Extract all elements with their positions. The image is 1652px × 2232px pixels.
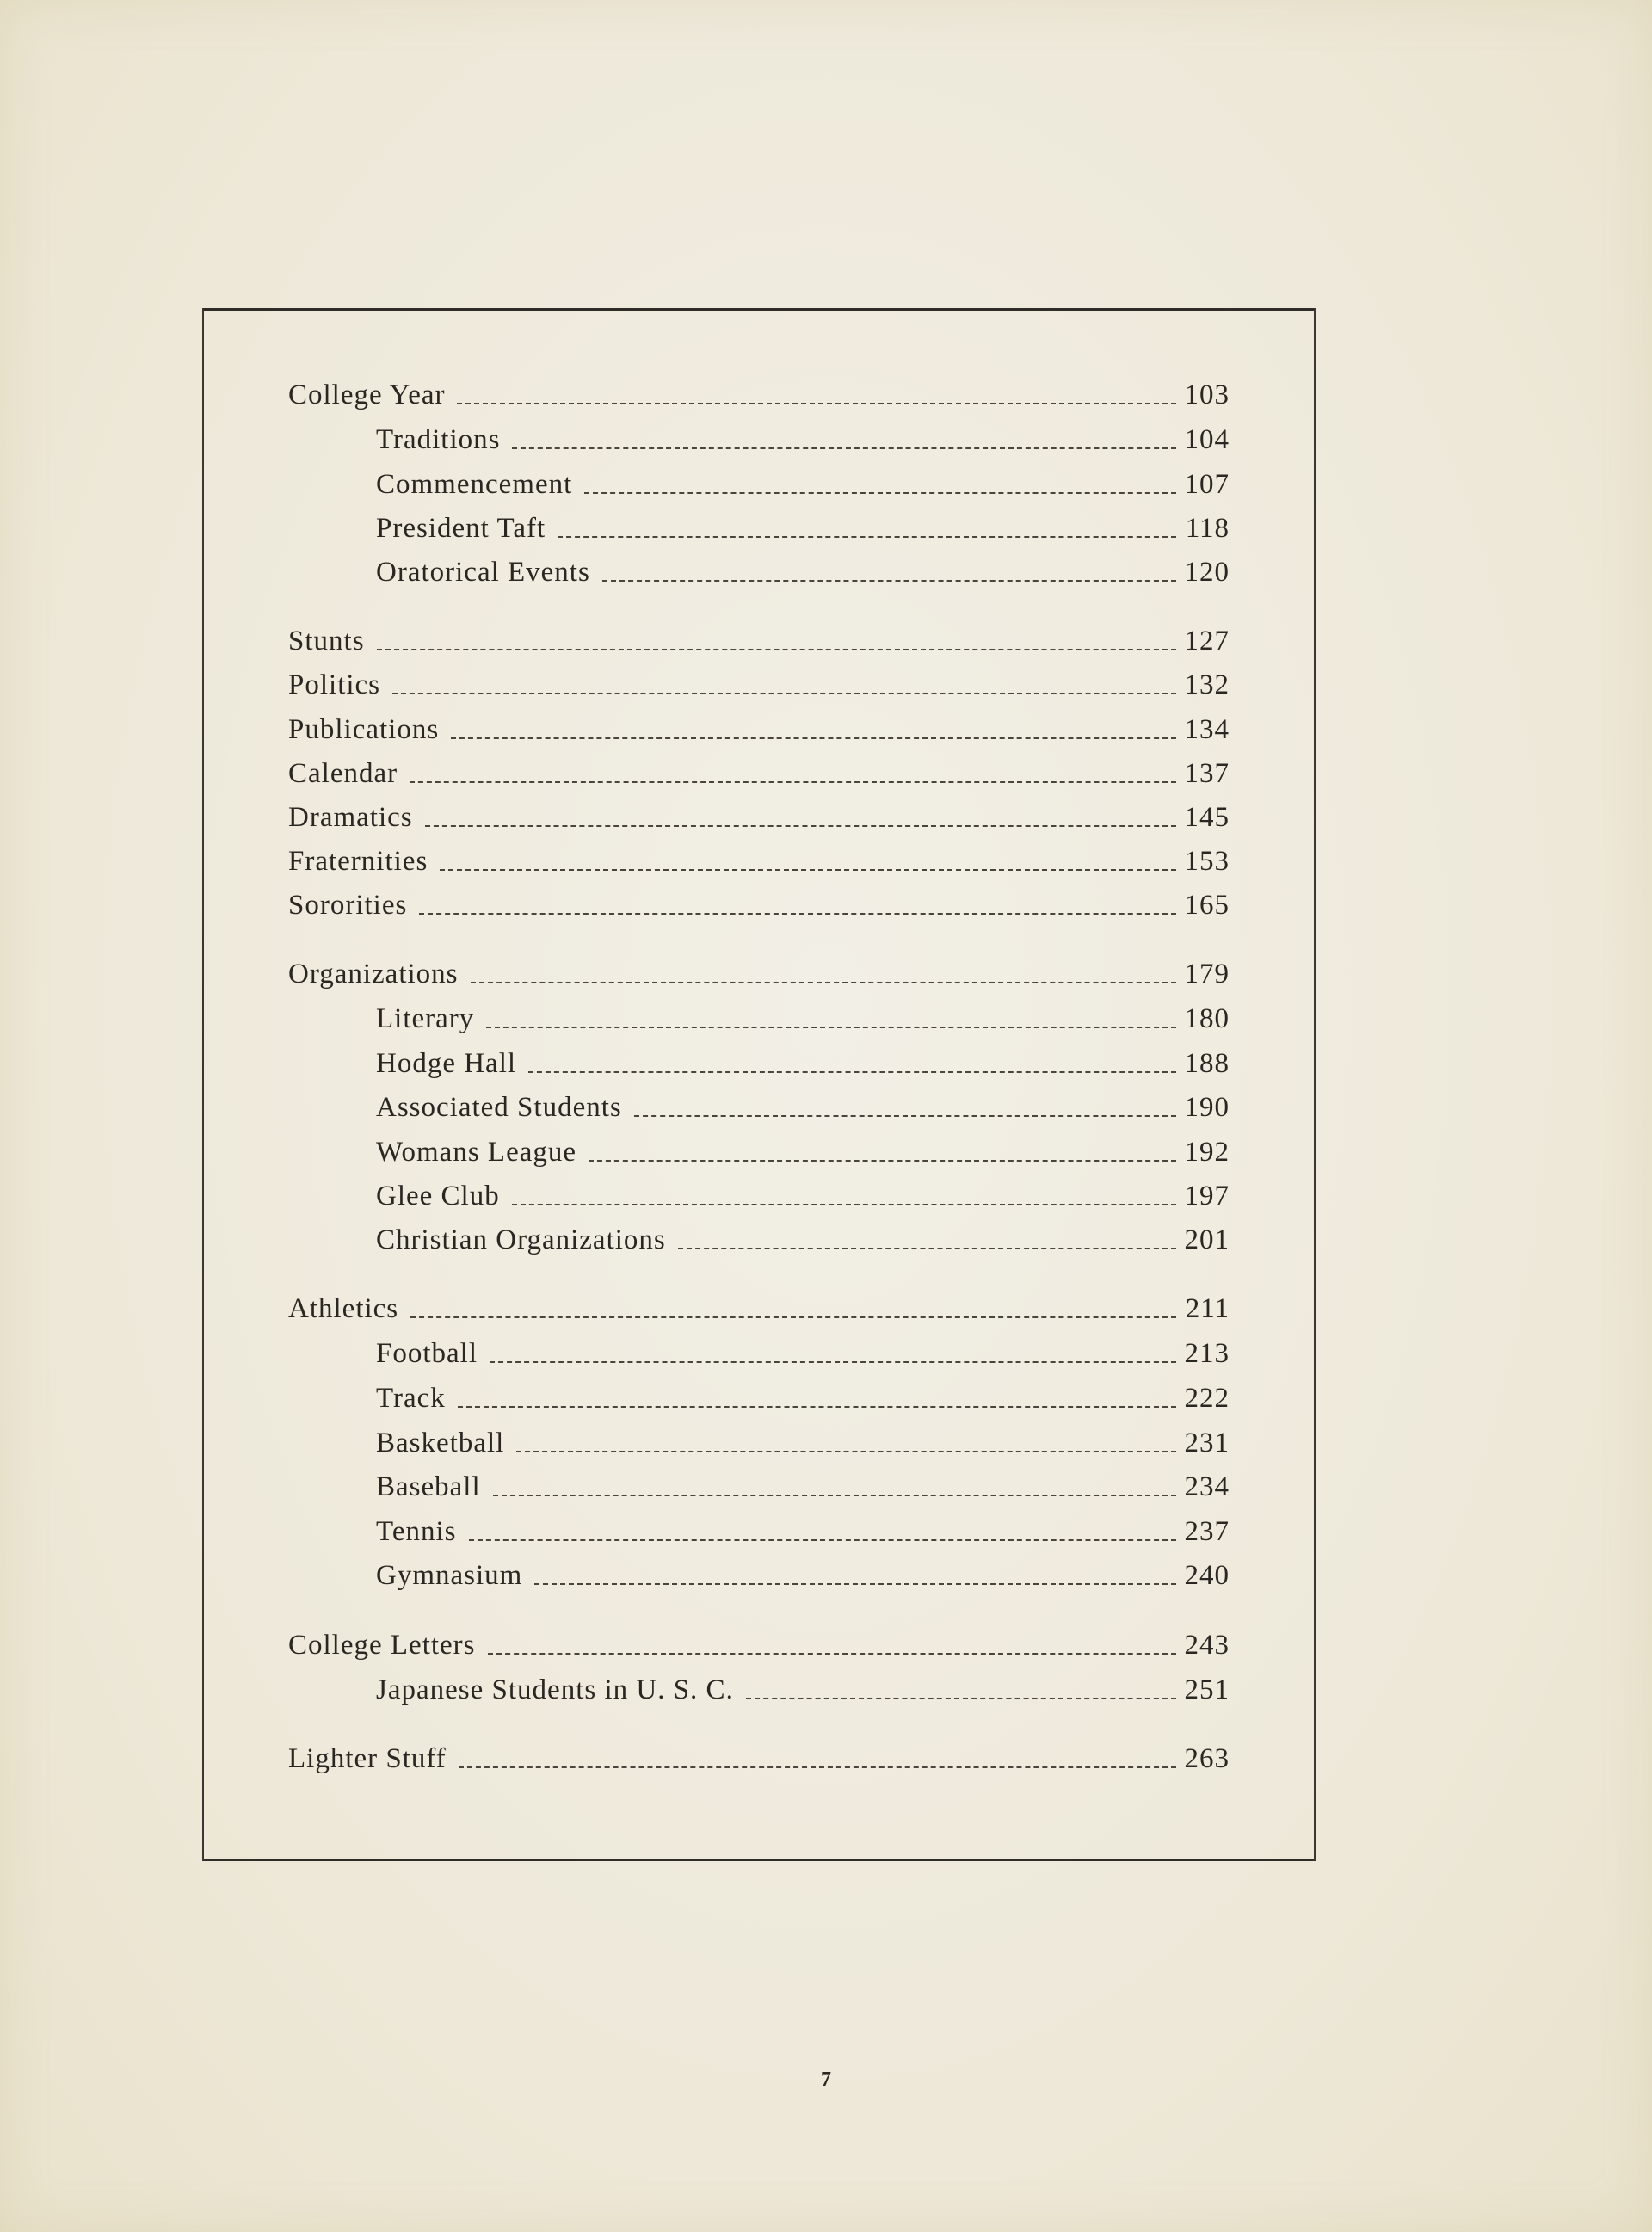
toc-entry-stunts[interactable] (288, 623, 1230, 657)
toc-entry-glee-club[interactable] (376, 1178, 1230, 1212)
toc-entry-page: 103 (1184, 379, 1230, 410)
toc-entry-basketball[interactable] (376, 1425, 1230, 1459)
toc-entry-page: 222 (1184, 1383, 1230, 1414)
top-rule (204, 308, 1314, 311)
toc-entry-calendar[interactable] (288, 755, 1230, 790)
dot-leader (490, 1361, 1176, 1363)
dot-leader (512, 1204, 1176, 1205)
toc-entry-page: 240 (1184, 1560, 1230, 1591)
toc-entry-page: 231 (1184, 1427, 1230, 1458)
page-number: 7 (821, 2069, 831, 2091)
toc-entry-oratorical-events[interactable] (376, 554, 1230, 589)
toc-entry-sororities[interactable] (288, 887, 1230, 922)
toc-entry-label: Lighter Stuff (288, 1743, 447, 1774)
toc-entry-label: College Letters (288, 1630, 476, 1661)
toc-entry-page: 132 (1184, 669, 1230, 700)
toc-entry-president-taft[interactable] (376, 510, 1230, 545)
toc-entry-label: Calendar (288, 758, 398, 789)
dot-leader (746, 1698, 1176, 1699)
toc-entry-label: Athletics (288, 1293, 399, 1324)
dot-leader (410, 1316, 1176, 1318)
toc-entry-label: Traditions (376, 424, 501, 455)
dot-leader (392, 693, 1176, 694)
toc-entry-page: 104 (1184, 424, 1230, 455)
dot-leader (458, 1406, 1176, 1408)
toc-entry-label: Football (376, 1338, 478, 1369)
toc-entry-label: Fraternities (288, 846, 428, 877)
toc-entry-football[interactable] (376, 1335, 1230, 1370)
toc-entry-label: President Taft (376, 513, 546, 544)
toc-entry-tennis[interactable] (376, 1514, 1230, 1548)
toc-entry-college-letters[interactable] (288, 1627, 1230, 1662)
toc-entry-label: Japanese Students in U. S. C. (376, 1674, 734, 1705)
toc-entry-hodge-hall[interactable] (376, 1045, 1230, 1080)
toc-entry-publications[interactable] (288, 712, 1230, 746)
toc-entry-traditions[interactable] (376, 422, 1230, 456)
toc-entry-label: Oratorical Events (376, 557, 590, 588)
toc-entry-page: 127 (1184, 626, 1230, 657)
dot-leader (451, 737, 1176, 739)
toc-entry-label: Basketball (376, 1427, 505, 1458)
toc-entry-page: 165 (1184, 890, 1230, 921)
dot-leader (493, 1495, 1176, 1496)
toc-entry-label: Literary (376, 1003, 475, 1034)
toc-entry-page: 153 (1184, 846, 1230, 877)
toc-entry-dramatics[interactable] (288, 799, 1230, 834)
toc-entry-page: 190 (1184, 1092, 1230, 1123)
dot-leader (488, 1653, 1176, 1655)
toc-entry-page: 118 (1185, 513, 1230, 544)
toc-entry-page: 107 (1184, 469, 1230, 500)
table-of-contents-frame (202, 308, 1316, 1861)
toc-entry-label: Sororities (288, 890, 408, 921)
toc-entry-baseball[interactable] (376, 1469, 1230, 1503)
toc-entry-label: Associated Students (376, 1092, 622, 1123)
dot-leader (558, 536, 1176, 538)
toc-entry-page: 213 (1184, 1338, 1230, 1369)
dot-leader (678, 1248, 1176, 1249)
toc-entry-page: 192 (1184, 1137, 1230, 1168)
toc-entry-label: Baseball (376, 1471, 481, 1502)
toc-entry-page: 251 (1184, 1674, 1230, 1705)
dot-leader (528, 1071, 1176, 1073)
dot-leader (377, 649, 1176, 650)
dot-leader (419, 913, 1176, 915)
toc-entry-page: 263 (1184, 1743, 1230, 1774)
toc-entry-lighter-stuff[interactable] (288, 1741, 1230, 1775)
toc-entry-womans-league[interactable] (376, 1134, 1230, 1168)
dot-leader (634, 1115, 1176, 1117)
toc-entry-associated-students[interactable] (376, 1089, 1230, 1124)
toc-entry-page: 145 (1184, 802, 1230, 833)
toc-entry-politics[interactable] (288, 667, 1230, 701)
toc-entry-label: Christian Organizations (376, 1224, 666, 1255)
toc-entry-label: Track (376, 1383, 446, 1414)
toc-entry-track[interactable] (376, 1380, 1230, 1415)
dot-leader (584, 492, 1176, 494)
dot-leader (410, 781, 1176, 783)
toc-entry-label: Organizations (288, 959, 459, 990)
toc-entry-fraternities[interactable] (288, 843, 1230, 878)
dot-leader (589, 1160, 1176, 1162)
toc-entry-page: 197 (1184, 1181, 1230, 1212)
toc-entry-gymnasium[interactable] (376, 1557, 1230, 1592)
bottom-rule (204, 1859, 1314, 1861)
toc-entry-page: 243 (1184, 1630, 1230, 1661)
toc-entry-page: 179 (1184, 959, 1230, 990)
dot-leader (457, 403, 1176, 404)
toc-entry-page: 234 (1184, 1471, 1230, 1502)
toc-entry-page: 134 (1184, 714, 1230, 745)
dot-leader (602, 580, 1176, 582)
toc-entry-page: 188 (1184, 1048, 1230, 1079)
toc-entry-christian-organizations[interactable] (376, 1222, 1230, 1256)
toc-entry-label: Commencement (376, 469, 573, 500)
toc-entry-page: 201 (1184, 1224, 1230, 1255)
dot-leader (471, 982, 1176, 983)
toc-entry-label: College Year (288, 379, 446, 410)
toc-entry-label: Tennis (376, 1516, 457, 1547)
toc-entry-label: Publications (288, 714, 440, 745)
toc-entry-label: Womans League (376, 1137, 577, 1168)
toc-entry-page: 120 (1184, 557, 1230, 588)
toc-entry-label: Politics (288, 669, 381, 700)
toc-entry-page: 137 (1184, 758, 1230, 789)
toc-entry-page: 237 (1184, 1516, 1230, 1547)
toc-entry-label: Glee Club (376, 1181, 500, 1212)
toc-entry-label: Stunts (288, 626, 365, 657)
toc-entry-label: Gymnasium (376, 1560, 523, 1591)
toc-entry-athletics[interactable] (288, 1291, 1230, 1325)
toc-entry-page: 180 (1184, 1003, 1230, 1034)
dot-leader (486, 1027, 1176, 1028)
toc-entry-college-year[interactable] (288, 377, 1230, 411)
dot-leader (516, 1451, 1176, 1452)
toc-entry-label: Hodge Hall (376, 1048, 517, 1079)
toc-entry-literary[interactable] (376, 1001, 1230, 1035)
dot-leader (512, 447, 1176, 449)
dot-leader (425, 825, 1176, 827)
toc-entry-label: Dramatics (288, 802, 413, 833)
dot-leader (459, 1766, 1176, 1768)
toc-entry-page: 211 (1185, 1293, 1230, 1324)
dot-leader (534, 1583, 1176, 1585)
dot-leader (469, 1539, 1176, 1541)
toc-entry-organizations[interactable] (288, 956, 1230, 990)
toc-entry-commencement[interactable] (376, 466, 1230, 501)
dot-leader (440, 869, 1176, 871)
toc-entry-japanese-students[interactable] (376, 1672, 1230, 1706)
